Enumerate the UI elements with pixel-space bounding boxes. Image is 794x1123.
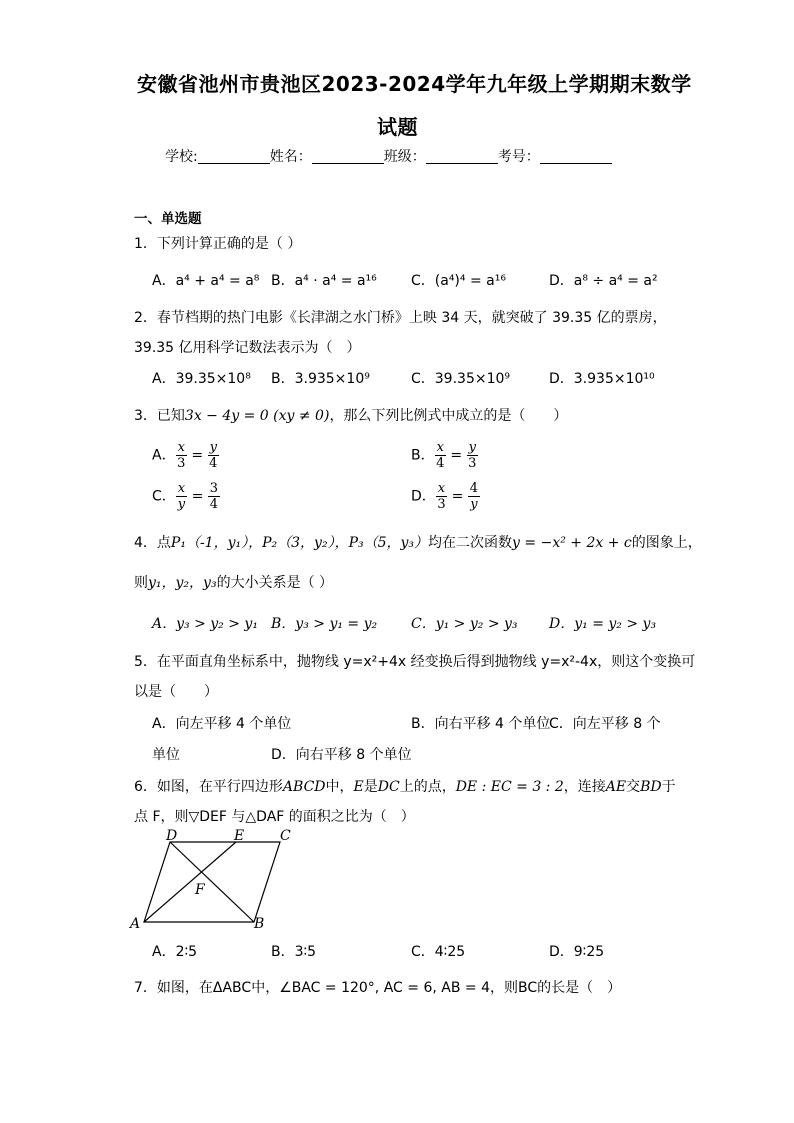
segment-ae xyxy=(144,842,236,922)
q3-b-frac-right: $\frac{y}{3}$ xyxy=(468,440,477,471)
q3-stem-pre: 3．已知 xyxy=(134,408,185,424)
q1-option-d: D．a⁸ ÷ a⁴ = a² xyxy=(549,273,658,289)
q5-option-d: D．向右平移 8 个单位 xyxy=(271,747,412,763)
q3-option-d-label: D． xyxy=(411,488,436,505)
q2-option-c: C．39.35×10⁹ xyxy=(411,371,511,387)
q4-line2-pre: 则 xyxy=(134,575,148,591)
name-blank xyxy=(312,149,384,164)
q5-line2: 以是（ ） xyxy=(134,684,218,700)
student-info-row xyxy=(165,146,612,166)
q3-b-frac-left: $\frac{x}{4}$ xyxy=(436,440,445,471)
q5-option-b: B．向右平移 4 个单位 xyxy=(411,716,551,732)
q3-c-frac-right: $\frac{3}{4}$ xyxy=(209,481,219,512)
q6-line1 xyxy=(134,776,676,796)
class-blank xyxy=(426,149,498,164)
q6-ae: AE xyxy=(605,779,627,795)
q4-option-b: B．y₃ > y₁ = y₂ xyxy=(271,616,378,632)
q1-option-b: B．a⁴ · a⁴ = a¹⁶ xyxy=(271,273,377,289)
q3-d-frac-right: $\frac{4}{y}$ xyxy=(469,481,479,512)
q3-option-b-label: B． xyxy=(411,447,435,464)
q6-option-d: D．9∶25 xyxy=(549,944,605,960)
q6-line2: 点 F，则▽DEF 与△DAF 的面积之比为（ ） xyxy=(134,809,415,825)
q4-vars: y₁，y₂，y₃ xyxy=(148,575,217,591)
q4-line2-post: 的大小关系是（ ） xyxy=(216,575,334,591)
q3-stem-equation: 3x − 4y = 0 (xy ≠ 0) xyxy=(184,408,330,424)
number-blank xyxy=(540,149,612,164)
q6-line1-post: 于 xyxy=(661,779,676,795)
label-d: D xyxy=(166,828,178,844)
school-blank xyxy=(198,149,270,164)
q4-line1 xyxy=(134,532,702,552)
q6-mid3: 上的点， xyxy=(399,779,456,795)
q6-mid1: 中， xyxy=(325,779,354,795)
exam-title-line1: 安徽省池州市贵池区2023-2024学年九年级上学期期末数学 xyxy=(137,72,692,96)
q1-option-a: A．a⁴ + a⁴ = a⁸ xyxy=(152,273,260,289)
label-f: F xyxy=(195,882,205,898)
q6-mid4: ，连接 xyxy=(563,779,606,795)
q6-option-c: C．4∶25 xyxy=(411,944,466,960)
q3-d-frac-left: $\frac{x}{3}$ xyxy=(437,481,446,512)
q6-line1-pre: 6．如图，在平行四边形 xyxy=(134,779,283,795)
q6-e: E xyxy=(353,779,364,795)
q1-option-c: C．(a⁴)⁴ = a¹⁶ xyxy=(411,273,506,289)
q2-line1: 2．春节档期的热门电影《长津湖之水门桥》上映 34 天，就突破了 39.35 亿的票房， xyxy=(134,310,667,326)
label-e: E xyxy=(234,828,245,844)
q3-option-a: A． $\frac{x}{3}$ = $\frac{y}{4}$ xyxy=(152,440,218,471)
class-label: 班级： xyxy=(383,149,426,165)
q2-option-b: B．3.935×10⁹ xyxy=(271,371,370,387)
exam-title-line2: 试题 xyxy=(377,115,418,139)
q3-option-a-label: A． xyxy=(152,447,176,464)
q4-line1-pre: 4．点 xyxy=(134,535,171,551)
label-a: A xyxy=(130,916,141,932)
q6-ratio: DE : EC = 3 : 2 xyxy=(455,779,564,795)
q4-line1-post: 的图象上， xyxy=(631,535,702,551)
q5-option-c-cont: 单位 xyxy=(152,747,180,763)
q4-function: y = −x² + 2x + c xyxy=(512,535,632,551)
q6-option-a: A．2∶5 xyxy=(152,944,198,960)
q2-option-d: D．3.935×10¹⁰ xyxy=(549,371,655,387)
q4-line2 xyxy=(134,572,333,592)
parallelogram-figure xyxy=(128,828,298,936)
q5-line1: 5．在平面直角坐标系中，抛物线 y=x²+4x 经变换后得到抛物线 y=x²-4x，则这个变换可 xyxy=(134,654,696,670)
q4-points: P₁（-1，y₁），P₂（3，y₂），P₃（5，y₃） xyxy=(170,535,429,551)
label-c: C xyxy=(280,828,291,844)
q6-mid2: 是 xyxy=(363,779,378,795)
q3-stem-post: ，那么下列比例式中成立的是（ ） xyxy=(329,408,568,424)
q6-option-b: B．3∶5 xyxy=(271,944,317,960)
q6-bd: BD xyxy=(640,779,662,795)
q3-option-b: B． $\frac{x}{4}$ = $\frac{y}{3}$ xyxy=(411,440,477,471)
q7-stem: 7．如图，在ΔABC中，∠BAC = 120°, AC = 6, AB = 4，则BC的长是（ ） xyxy=(134,980,622,996)
q3-c-frac-left: $\frac{x}{y}$ xyxy=(177,481,186,512)
q3-option-c-label: C． xyxy=(152,488,176,505)
q5-option-a: A．向左平移 4 个单位 xyxy=(152,716,292,732)
q3-a-frac-left: $\frac{x}{3}$ xyxy=(177,440,186,471)
diagonal-bd xyxy=(170,842,254,922)
name-label: 姓名： xyxy=(269,149,312,165)
number-label: 考号： xyxy=(497,149,540,165)
q3-a-frac-right: $\frac{y}{4}$ xyxy=(209,440,218,471)
school-label: 学校: xyxy=(165,149,198,165)
label-b: B xyxy=(254,916,265,932)
q5-option-c: C．向左平移 8 个 xyxy=(549,716,661,732)
q4-line1-mid: 均在二次函数 xyxy=(428,535,513,551)
q2-line2: 39.35 亿用科学记数法表示为（ ） xyxy=(134,340,361,356)
q3-option-d: D． $\frac{x}{3}$ = $\frac{4}{y}$ xyxy=(411,481,479,512)
q6-dc: DC xyxy=(377,779,400,795)
q3-stem xyxy=(134,405,567,425)
section-title: 一、单选题 xyxy=(134,211,202,227)
q6-abcd: ABCD xyxy=(282,779,326,795)
q6-mid5: 交 xyxy=(626,779,641,795)
q4-option-a: A．y₃ > y₂ > y₁ xyxy=(152,616,258,632)
q2-option-a: A．39.35×10⁸ xyxy=(152,371,251,387)
q1-stem: 1．下列计算正确的是（ ） xyxy=(134,236,302,252)
q3-option-c: C． $\frac{x}{y}$ = $\frac{3}{4}$ xyxy=(152,481,219,512)
q4-option-d: D．y₁ = y₂ > y₃ xyxy=(549,616,657,632)
q4-option-c: C．y₁ > y₂ > y₃ xyxy=(411,616,518,632)
